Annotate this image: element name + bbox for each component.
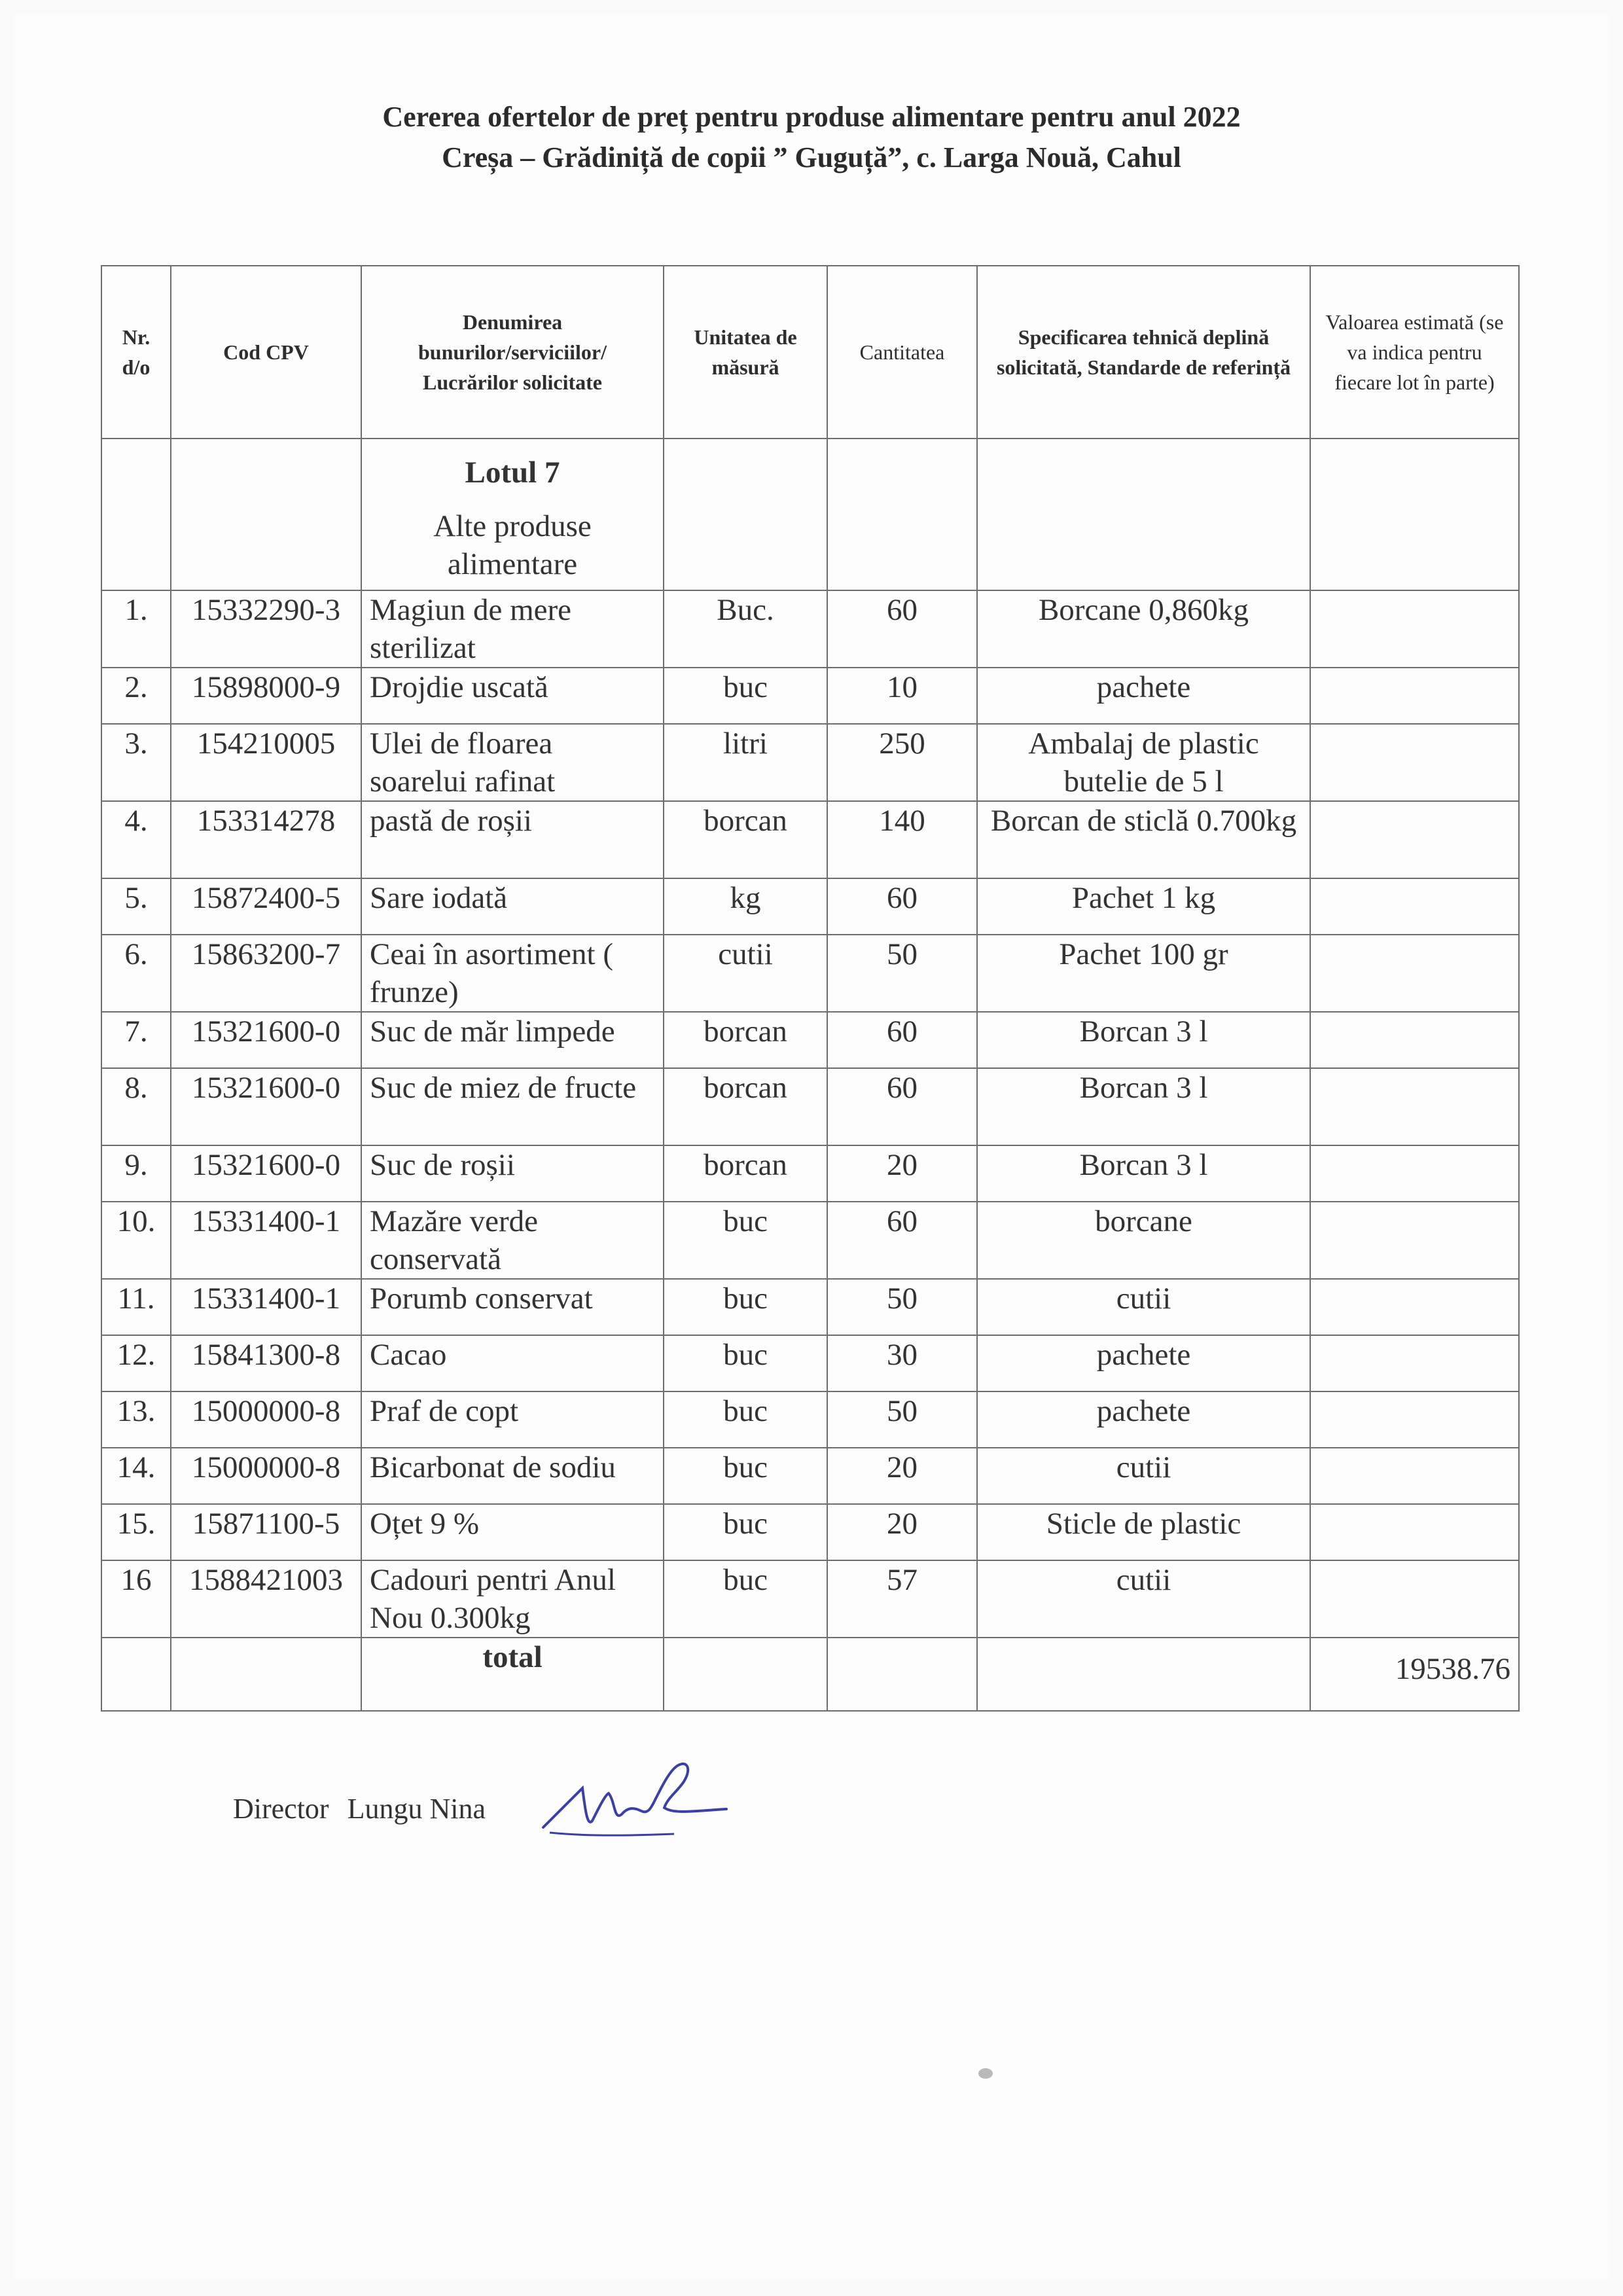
cell-unit: cutii bbox=[664, 935, 827, 1012]
cell-cpv: 15321600-0 bbox=[171, 1012, 361, 1068]
cell-unit: Buc. bbox=[664, 590, 827, 668]
table-row bbox=[101, 1279, 1519, 1335]
cell-cpv: 15000000-8 bbox=[171, 1448, 361, 1504]
cell-cpv: 1588421003 bbox=[171, 1560, 361, 1638]
cell-value bbox=[1310, 1560, 1519, 1638]
table-row bbox=[101, 878, 1519, 935]
cell-nr: 4. bbox=[101, 801, 171, 878]
cell-unit: borcan bbox=[664, 1068, 827, 1145]
cell-unit: borcan bbox=[664, 801, 827, 878]
cell-qty: 20 bbox=[827, 1145, 977, 1202]
title-line-1: Cererea ofertelor de preț pentru produse alimentare pentru anul 2022 bbox=[382, 101, 1241, 133]
header-qty: Cantitatea bbox=[827, 266, 977, 439]
lot-cell-empty bbox=[827, 439, 977, 590]
table-row bbox=[101, 801, 1519, 878]
table-row bbox=[101, 1202, 1519, 1279]
cell-name: Bicarbonat de sodiu bbox=[361, 1448, 664, 1504]
cell-cpv: 15321600-0 bbox=[171, 1145, 361, 1202]
table-row bbox=[101, 935, 1519, 1012]
table-row bbox=[101, 1560, 1519, 1638]
cell-qty: 57 bbox=[827, 1560, 977, 1638]
cell-spec: Pachet 100 gr bbox=[977, 935, 1310, 1012]
header-value: Valoarea estimată (se va indica pentru fiecare lot în parte) bbox=[1310, 266, 1519, 439]
cell-qty: 20 bbox=[827, 1448, 977, 1504]
cell-cpv: 154210005 bbox=[171, 724, 361, 801]
cell-nr: 2. bbox=[101, 668, 171, 724]
cell-cpv: 15321600-0 bbox=[171, 1068, 361, 1145]
cell-value bbox=[1310, 1202, 1519, 1279]
cell-spec: borcane bbox=[977, 1202, 1310, 1279]
cell-nr: 15. bbox=[101, 1504, 171, 1560]
cell-name: Ceai în asortiment ( frunze) bbox=[361, 935, 664, 1012]
cell-value bbox=[1310, 1145, 1519, 1202]
lot-cell-empty bbox=[171, 439, 361, 590]
cell-qty: 60 bbox=[827, 1202, 977, 1279]
cell-unit: buc bbox=[664, 668, 827, 724]
cell-spec: Borcan 3 l bbox=[977, 1068, 1310, 1145]
cell-nr: 14. bbox=[101, 1448, 171, 1504]
cell-name: Cacao bbox=[361, 1335, 664, 1391]
cell-name: Porumb conservat bbox=[361, 1279, 664, 1335]
cell-spec: Pachet 1 kg bbox=[977, 878, 1310, 935]
cell-cpv: 15331400-1 bbox=[171, 1202, 361, 1279]
cell-qty: 60 bbox=[827, 590, 977, 668]
cell-qty: 60 bbox=[827, 878, 977, 935]
cell-value bbox=[1310, 801, 1519, 878]
document-title bbox=[0, 97, 1623, 178]
cell-cpv: 15871100-5 bbox=[171, 1504, 361, 1560]
cell-value bbox=[1310, 1504, 1519, 1560]
table-row bbox=[101, 590, 1519, 668]
header-name: Denumirea bunurilor/serviciilor/ Lucrărilor solicitate bbox=[361, 266, 664, 439]
lot-subtitle: Alte produse alimentare bbox=[433, 509, 592, 581]
lot-row bbox=[101, 439, 1519, 590]
total-row bbox=[101, 1638, 1519, 1711]
cell-name: Suc de miez de fructe bbox=[361, 1068, 664, 1145]
table-row bbox=[101, 1391, 1519, 1448]
cell-cpv: 15332290-3 bbox=[171, 590, 361, 668]
paper-speck bbox=[978, 2068, 993, 2079]
signature-block bbox=[233, 1792, 504, 1825]
cell-value bbox=[1310, 1448, 1519, 1504]
cell-nr: 5. bbox=[101, 878, 171, 935]
cell-nr: 16 bbox=[101, 1560, 171, 1638]
cell-name: Cadouri pentri Anul Nou 0.300kg bbox=[361, 1560, 664, 1638]
table-row bbox=[101, 1145, 1519, 1202]
title-line-2: Creșa – Grădiniță de copii ” Guguță”, c. Larga Nouă, Cahul bbox=[442, 141, 1181, 173]
cell-spec: Borcane 0,860kg bbox=[977, 590, 1310, 668]
cell-cpv: 15863200-7 bbox=[171, 935, 361, 1012]
total-cell-empty bbox=[664, 1638, 827, 1711]
cell-cpv: 153314278 bbox=[171, 801, 361, 878]
cell-spec: Borcan 3 l bbox=[977, 1145, 1310, 1202]
table-row bbox=[101, 668, 1519, 724]
table-row bbox=[101, 724, 1519, 801]
cell-qty: 50 bbox=[827, 1391, 977, 1448]
cell-qty: 50 bbox=[827, 1279, 977, 1335]
header-cpv: Cod CPV bbox=[171, 266, 361, 439]
cell-nr: 9. bbox=[101, 1145, 171, 1202]
cell-qty: 140 bbox=[827, 801, 977, 878]
cell-unit: borcan bbox=[664, 1145, 827, 1202]
total-cell-empty bbox=[827, 1638, 977, 1711]
cell-nr: 1. bbox=[101, 590, 171, 668]
cell-nr: 11. bbox=[101, 1279, 171, 1335]
cell-name: Praf de copt bbox=[361, 1391, 664, 1448]
header-row bbox=[101, 266, 1519, 439]
cell-name: Oțet 9 % bbox=[361, 1504, 664, 1560]
cell-cpv: 15841300-8 bbox=[171, 1335, 361, 1391]
lot-cell-empty bbox=[101, 439, 171, 590]
cell-qty: 20 bbox=[827, 1504, 977, 1560]
cell-nr: 13. bbox=[101, 1391, 171, 1448]
cell-cpv: 15872400-5 bbox=[171, 878, 361, 935]
cell-qty: 60 bbox=[827, 1012, 977, 1068]
total-value: 19538.76 bbox=[1310, 1638, 1519, 1711]
cell-spec: Ambalaj de plastic butelie de 5 l bbox=[977, 724, 1310, 801]
cell-unit: buc bbox=[664, 1560, 827, 1638]
table-row bbox=[101, 1012, 1519, 1068]
cell-value bbox=[1310, 1068, 1519, 1145]
cell-spec: Sticle de plastic bbox=[977, 1504, 1310, 1560]
cell-spec: pachete bbox=[977, 1335, 1310, 1391]
cell-name: Mazăre verde conservată bbox=[361, 1202, 664, 1279]
cell-unit: buc bbox=[664, 1279, 827, 1335]
cell-spec: cutii bbox=[977, 1448, 1310, 1504]
cell-name: pastă de roșii bbox=[361, 801, 664, 878]
cell-spec: cutii bbox=[977, 1560, 1310, 1638]
cell-value bbox=[1310, 1279, 1519, 1335]
table-row bbox=[101, 1068, 1519, 1145]
table-row bbox=[101, 1504, 1519, 1560]
table-row bbox=[101, 1448, 1519, 1504]
cell-qty: 50 bbox=[827, 935, 977, 1012]
lot-title: Lotul 7 bbox=[465, 456, 560, 490]
cell-nr: 6. bbox=[101, 935, 171, 1012]
header-nr: Nr. d/o bbox=[101, 266, 171, 439]
cell-cpv: 15000000-8 bbox=[171, 1391, 361, 1448]
cell-nr: 10. bbox=[101, 1202, 171, 1279]
cell-cpv: 15331400-1 bbox=[171, 1279, 361, 1335]
cell-qty: 60 bbox=[827, 1068, 977, 1145]
cell-unit: kg bbox=[664, 878, 827, 935]
cell-name: Suc de măr limpede bbox=[361, 1012, 664, 1068]
cell-spec: Borcan de sticlă 0.700kg bbox=[977, 801, 1310, 878]
cell-qty: 10 bbox=[827, 668, 977, 724]
cell-unit: buc bbox=[664, 1448, 827, 1504]
cell-spec: cutii bbox=[977, 1279, 1310, 1335]
lot-cell bbox=[361, 439, 664, 590]
cell-nr: 7. bbox=[101, 1012, 171, 1068]
cell-nr: 12. bbox=[101, 1335, 171, 1391]
cell-unit: buc bbox=[664, 1504, 827, 1560]
offer-table bbox=[101, 265, 1520, 1712]
cell-qty: 250 bbox=[827, 724, 977, 801]
cell-value bbox=[1310, 590, 1519, 668]
cell-name: Drojdie uscată bbox=[361, 668, 664, 724]
cell-value bbox=[1310, 878, 1519, 935]
header-spec: Specificarea tehnică deplină solicitată, Standarde de referință bbox=[977, 266, 1310, 439]
lot-cell-empty bbox=[664, 439, 827, 590]
lot-cell-empty bbox=[977, 439, 1310, 590]
table-row bbox=[101, 1335, 1519, 1391]
cell-spec: pachete bbox=[977, 1391, 1310, 1448]
cell-value bbox=[1310, 935, 1519, 1012]
cell-spec: pachete bbox=[977, 668, 1310, 724]
cell-unit: borcan bbox=[664, 1012, 827, 1068]
lot-cell-empty bbox=[1310, 439, 1519, 590]
cell-unit: buc bbox=[664, 1391, 827, 1448]
signature-role: Director bbox=[233, 1793, 329, 1825]
signature-name: Lungu Nina bbox=[347, 1793, 486, 1825]
cell-value bbox=[1310, 1391, 1519, 1448]
cell-spec: Borcan 3 l bbox=[977, 1012, 1310, 1068]
total-cell-empty bbox=[977, 1638, 1310, 1711]
total-label: total bbox=[361, 1638, 664, 1711]
header-unit: Unitatea de măsură bbox=[664, 266, 827, 439]
cell-value bbox=[1310, 1012, 1519, 1068]
cell-value bbox=[1310, 668, 1519, 724]
cell-unit: litri bbox=[664, 724, 827, 801]
cell-qty: 30 bbox=[827, 1335, 977, 1391]
cell-name: Suc de roșii bbox=[361, 1145, 664, 1202]
cell-nr: 3. bbox=[101, 724, 171, 801]
cell-name: Sare iodată bbox=[361, 878, 664, 935]
cell-value bbox=[1310, 724, 1519, 801]
cell-unit: buc bbox=[664, 1202, 827, 1279]
cell-nr: 8. bbox=[101, 1068, 171, 1145]
cell-value bbox=[1310, 1335, 1519, 1391]
total-cell-empty bbox=[101, 1638, 171, 1711]
cell-unit: buc bbox=[664, 1335, 827, 1391]
cell-cpv: 15898000-9 bbox=[171, 668, 361, 724]
cell-name: Magiun de mere sterilizat bbox=[361, 590, 664, 668]
cell-name: Ulei de floarea soarelui rafinat bbox=[361, 724, 664, 801]
handwritten-signature bbox=[537, 1749, 733, 1847]
total-cell-empty bbox=[171, 1638, 361, 1711]
